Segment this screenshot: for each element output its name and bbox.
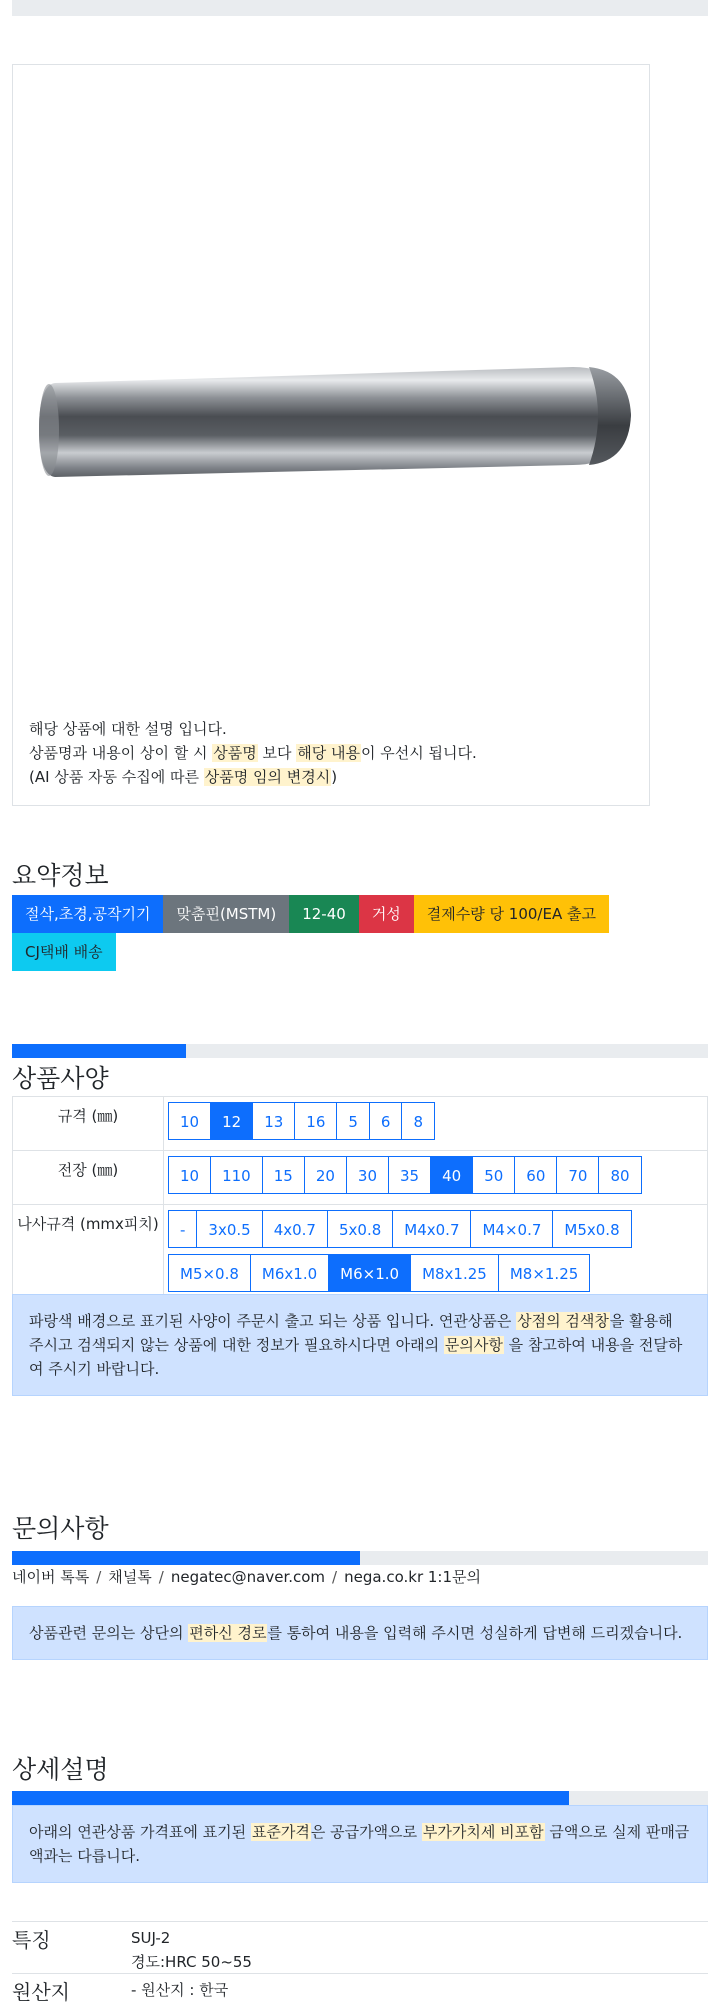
separator: / <box>332 1568 338 1586</box>
notice-text: 파랑색 배경으로 표기된 사양이 주문시 출고 되는 상품 입니다. 연관상품은 <box>29 1312 517 1330</box>
spec-row <box>13 1205 708 1303</box>
inquiry-progress-fill <box>12 1551 360 1565</box>
spec-options <box>164 1097 708 1151</box>
summary-title: 요약정보 <box>12 861 109 890</box>
spec-option-button[interactable]: 8 <box>401 1102 435 1140</box>
desc-text: 보다 <box>257 744 297 762</box>
spec-option-button[interactable]: M4×0.7 <box>470 1210 553 1248</box>
notice-text: 을 참고하여 내용을 전달하여 주시기 바랍니다. <box>29 1336 683 1378</box>
spec-option-button[interactable]: 3x0.5 <box>196 1210 262 1248</box>
spec-option-button[interactable]: M8×1.25 <box>498 1254 590 1292</box>
notice-text: 아래의 연관상품 가격표에 표기된 <box>29 1823 251 1841</box>
notice-text: 를 통하여 내용을 입력해 주시면 성실하게 답변해 드리겠습니다. <box>267 1624 683 1642</box>
feature-value-line: - 원산지 : 한국 <box>131 1981 229 1999</box>
spec-option-button[interactable]: M5×0.8 <box>168 1254 251 1292</box>
spec-row-label: 규격 (㎜) <box>13 1097 164 1151</box>
feature-key: 원산지 <box>12 1980 70 2004</box>
option-group <box>168 1156 703 1200</box>
option-group <box>168 1210 703 1298</box>
product-image-card <box>12 64 650 806</box>
spec-option-button[interactable]: 12 <box>210 1102 253 1140</box>
spec-option-button[interactable]: 70 <box>556 1156 599 1194</box>
feature-key: 특징 <box>12 1928 51 1952</box>
feature-value-line: 경도:HRC 50~55 <box>131 1953 252 1971</box>
spec-option-button[interactable]: 6 <box>369 1102 403 1140</box>
summary-badge: CJ택배 배송 <box>12 933 116 971</box>
spec-row <box>13 1151 708 1205</box>
summary-badge: 맞춤핀(MSTM) <box>163 895 289 933</box>
spec-option-button[interactable]: 5 <box>336 1102 370 1140</box>
notice-text: 상품관련 문의는 상단의 <box>29 1624 189 1642</box>
highlight-vat: 부가가치세 비포함 <box>422 1823 544 1841</box>
spec-table <box>12 1096 708 1303</box>
spec-option-button[interactable]: M6×1.0 <box>328 1254 411 1292</box>
spec-option-button[interactable]: M6x1.0 <box>250 1254 329 1292</box>
spec-option-button[interactable]: 10 <box>168 1156 211 1194</box>
notice-text: 을 활용해 주시고 검색되지 않는 상품에 대한 정보가 필요하시다면 아래의 <box>29 1312 673 1354</box>
feature-value-line: SUJ-2 <box>131 1929 171 1947</box>
detail-title: 상세설명 <box>12 1755 109 1784</box>
product-description <box>29 717 477 789</box>
spec-options <box>164 1151 708 1205</box>
inquiry-channel-link[interactable]: nega.co.kr 1:1문의 <box>344 1568 481 1586</box>
detail-progress-fill <box>12 1791 569 1805</box>
spec-progress-bar <box>12 1044 708 1058</box>
spec-title: 상품사양 <box>12 1064 109 1093</box>
spec-option-button[interactable]: 5x0.8 <box>327 1210 393 1248</box>
spec-option-button[interactable]: 20 <box>304 1156 347 1194</box>
spec-option-button[interactable]: 80 <box>598 1156 641 1194</box>
notice-text: 금액으로 실제 판매금액과는 다릅니다. <box>29 1823 690 1865</box>
notice-text: 은 공급가액으로 <box>310 1823 422 1841</box>
highlight-name-change: 상품명 임의 변경시 <box>204 768 331 786</box>
option-group <box>168 1102 703 1146</box>
spec-progress-fill <box>12 1044 186 1058</box>
description-line-3 <box>29 765 477 789</box>
feature-row <box>12 1973 708 2008</box>
spec-option-button[interactable]: 30 <box>346 1156 389 1194</box>
summary-badge: 절삭,초경,공작기기 <box>12 895 163 933</box>
spec-option-button[interactable]: M4x0.7 <box>392 1210 471 1248</box>
spec-notice <box>12 1294 708 1396</box>
spec-row-label: 나사규격 (mmx피치) <box>13 1205 164 1303</box>
spec-row-label: 전장 (㎜) <box>13 1151 164 1205</box>
spec-option-button[interactable]: 50 <box>472 1156 515 1194</box>
inquiry-channel-link[interactable]: negatec@naver.com <box>170 1568 326 1586</box>
spec-option-button[interactable]: 4x0.7 <box>262 1210 328 1248</box>
description-line-2 <box>29 741 477 765</box>
spec-option-button[interactable]: 16 <box>294 1102 337 1140</box>
top-divider-bar <box>12 0 708 16</box>
feature-value <box>131 1978 228 2002</box>
detail-notice <box>12 1805 708 1883</box>
spec-option-button[interactable]: 13 <box>252 1102 295 1140</box>
dowel-pin-image <box>33 305 633 495</box>
spec-option-button[interactable]: 110 <box>210 1156 263 1194</box>
highlight-content: 해당 내용 <box>297 744 360 762</box>
spec-option-button[interactable]: 10 <box>168 1102 211 1140</box>
desc-text: 이 우선시 됩니다. <box>360 744 477 762</box>
summary-badge: 거성 <box>359 895 414 933</box>
spec-option-button[interactable]: - <box>168 1210 197 1248</box>
inquiry-channel-link[interactable]: 채널톡 <box>108 1568 152 1586</box>
highlight-product-name: 상품명 <box>213 744 257 762</box>
inquiry-channels <box>12 1566 481 1587</box>
spec-option-button[interactable]: 60 <box>514 1156 557 1194</box>
summary-badge: 결제수량 당 100/EA 출고 <box>414 895 609 933</box>
highlight-search: 상점의 검색창 <box>517 1312 609 1330</box>
feature-value <box>131 1926 252 1974</box>
inquiry-channel-link[interactable]: 네이버 톡톡 <box>12 1568 90 1586</box>
spec-option-button[interactable]: M5x0.8 <box>552 1210 631 1248</box>
highlight-inquiry: 문의사항 <box>444 1336 503 1354</box>
inquiry-notice <box>12 1606 708 1660</box>
detail-progress-bar <box>12 1791 708 1805</box>
summary-badge: 12-40 <box>289 895 359 933</box>
separator: / <box>96 1568 102 1586</box>
spec-option-button[interactable]: M8x1.25 <box>410 1254 499 1292</box>
description-line-1: 해당 상품에 대한 설명 입니다. <box>29 720 227 738</box>
highlight-route: 편하신 경로 <box>189 1624 267 1642</box>
spec-option-button[interactable]: 40 <box>430 1156 473 1194</box>
spec-options <box>164 1205 708 1303</box>
inquiry-title: 문의사항 <box>12 1514 109 1543</box>
desc-text: 상품명과 내용이 상이 할 시 <box>29 744 213 762</box>
highlight-standard-price: 표준가격 <box>251 1823 310 1841</box>
inquiry-progress-bar <box>12 1551 708 1565</box>
spec-row <box>13 1097 708 1151</box>
desc-text: ) <box>331 768 338 786</box>
summary-badges <box>12 895 652 971</box>
separator: / <box>158 1568 164 1586</box>
feature-row <box>12 1921 708 1974</box>
desc-text: (AI 상품 자동 수집에 따른 <box>29 768 204 786</box>
spec-option-button[interactable]: 35 <box>388 1156 431 1194</box>
spec-option-button[interactable]: 15 <box>262 1156 305 1194</box>
